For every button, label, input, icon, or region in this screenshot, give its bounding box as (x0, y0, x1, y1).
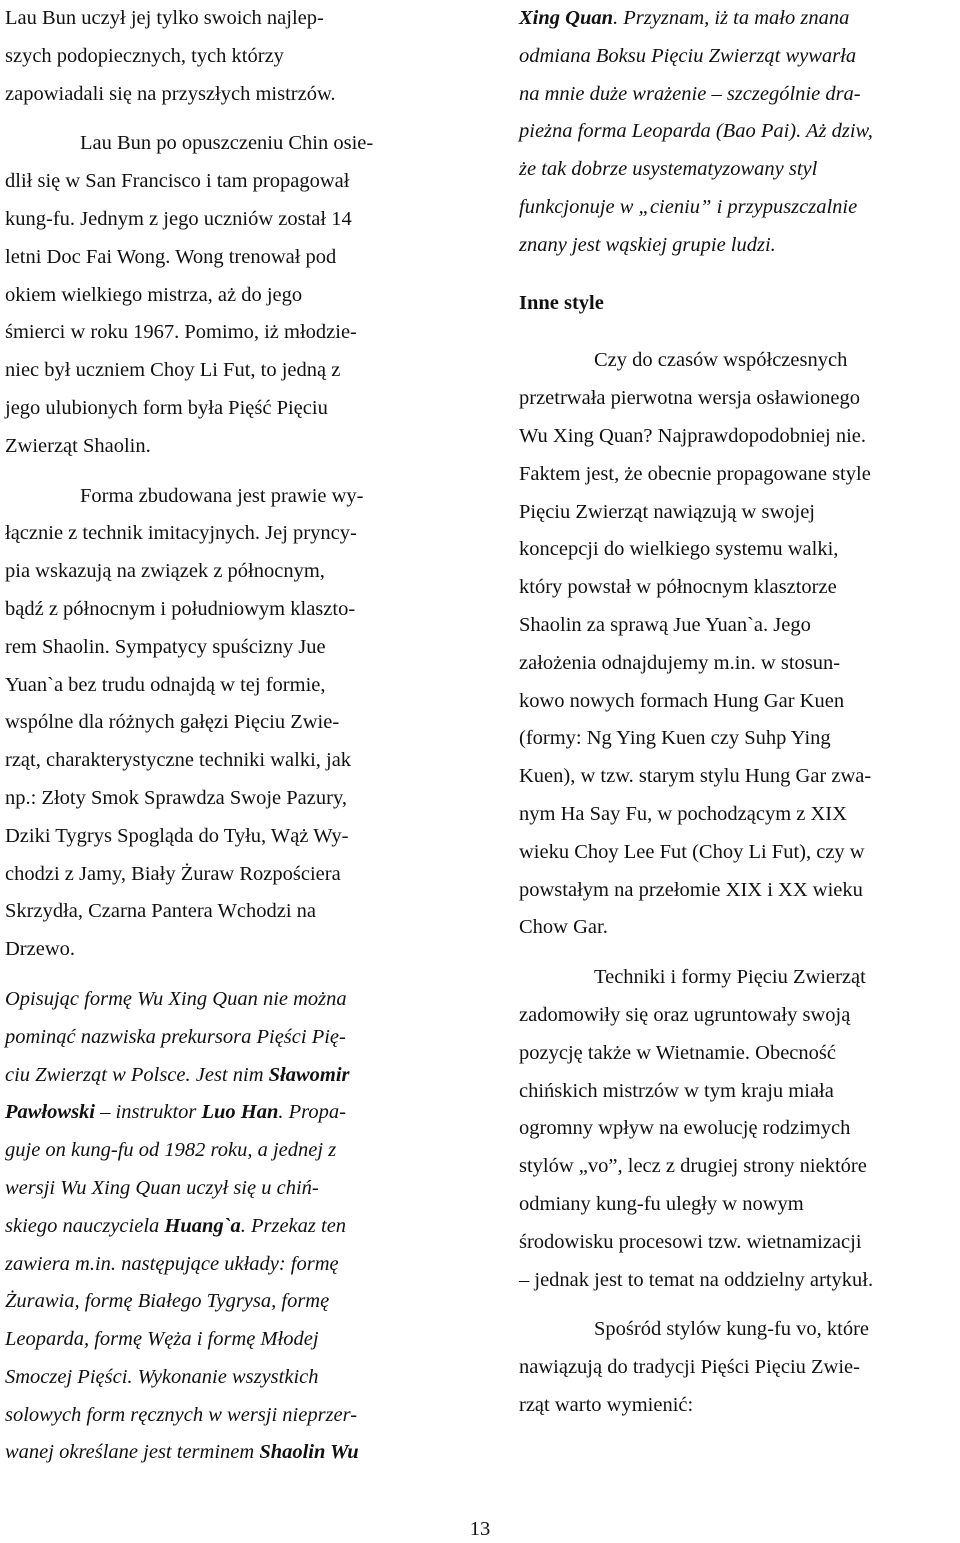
text-line: chińskich mistrzów w tym kraju miała (519, 1079, 834, 1102)
page-number: 13 (469, 1518, 491, 1540)
text-line: wspólne dla różnych gałęzi Pięciu Zwie- (5, 711, 340, 734)
text-line: Kuen), w tzw. starym stylu Hung Gar zwa- (519, 765, 872, 788)
term-bold: Xing Quan (519, 7, 614, 29)
text-line: odmiana Boksu Pięciu Zwierząt wywarła (519, 44, 857, 67)
text-line: śmierci w roku 1967. Pomimo, iż młodzie- (5, 321, 357, 344)
text-line: wieku Choy Lee Fut (Choy Li Fut), czy w (519, 840, 865, 863)
text-line: Skrzydła, Czarna Pantera Wchodzi na (5, 900, 316, 923)
text-line: Pawłowski – instruktor Luo Han. Propa- (5, 1101, 346, 1124)
text-line: okiem wielkiego mistrza, aż do jego (5, 283, 303, 306)
text-line: Yuan`a bez trudu odnajdą w tej formie, (5, 673, 326, 696)
text-line: kowo nowych formach Hung Gar Kuen (519, 689, 845, 712)
term-bold: Shaolin Wu (259, 1441, 359, 1464)
section-heading: Inne style (519, 291, 604, 314)
text-line: Drzewo. (5, 938, 76, 961)
text-line: Wu Xing Quan? Najprawdopodobniej nie. (519, 424, 867, 447)
text-line: dlił się w San Francisco i tam propagował (5, 170, 350, 193)
text-line: guje on kung-fu od 1982 roku, a jednej z (5, 1139, 337, 1162)
text-line: (formy: Ng Ying Kuen czy Suhp Ying (519, 727, 831, 750)
text-line: znany jest wąskiej grupie ludzi. (519, 233, 776, 256)
text-line: stylów „vo”, lecz z drugiej strony niektóre (519, 1155, 867, 1178)
text-line: wanej określane jest terminem Shaolin Wu (5, 1441, 359, 1464)
text-line: kung-fu. Jednym z jego uczniów został 14 (5, 207, 352, 230)
text-line: Opisując formę Wu Xing Quan nie można (5, 987, 347, 1010)
text-line: Smoczej Pięści. Wykonanie wszystkich (5, 1365, 319, 1388)
text-line: letni Doc Fai Wong. Wong trenował pod (5, 245, 337, 268)
text-line: Techniki i formy Pięciu Zwierząt (594, 966, 866, 989)
text-line: Czy do czasów współczesnych (594, 349, 848, 372)
text-line: chodzi z Jamy, Biały Żuraw Rozpościera (5, 862, 341, 885)
name-bold: Pawłowski (5, 1101, 95, 1124)
text-line: rząt warto wymienić: (519, 1393, 694, 1416)
text-line: Xing Quan. Przyznam, iż ta mało znana (519, 7, 850, 29)
text-line: ciu Zwierząt w Polsce. Jest nim Sławomir (5, 1063, 350, 1086)
text-line: funkcjonuje w „cieniu” i przypuszczalnie (519, 195, 858, 218)
text-line: na mnie duże wrażenie – szczególnie dra- (519, 82, 861, 105)
text-line: koncepcji do wielkiego systemu walki, (519, 538, 839, 561)
text-line: Chow Gar. (519, 916, 608, 939)
text-line: Lau Bun uczył jej tylko swoich najlep- (5, 7, 324, 29)
text-line: Lau Bun po opuszczeniu Chin osie- (80, 132, 374, 155)
text-line: odmiany kung-fu uległy w nowym (519, 1192, 804, 1215)
left-column (5, 0, 455, 1472)
right-column (519, 0, 959, 1425)
text-line: Leoparda, formę Węża i formę Młodej (5, 1328, 319, 1351)
text-line: powstałym na przełomie XIX i XX wieku (519, 878, 863, 901)
paragraph-author-opinion (519, 0, 959, 265)
text-line: rem Shaolin. Sympatycy spuścizny Jue (5, 635, 326, 658)
paragraph-polish-precursor (5, 981, 455, 1472)
paragraph-san-francisco (5, 125, 455, 465)
text-line: Zwierząt Shaolin. (5, 434, 151, 457)
text-line: ogromny wpływ na ewolucję rodzimych (519, 1117, 851, 1140)
text-line: zapowiadali się na przyszłych mistrzów. (5, 82, 336, 105)
name-bold: Huang`a (164, 1214, 241, 1237)
text-line: zadomowiły się oraz ugruntowały swoją (519, 1003, 851, 1026)
paragraph-modern-styles (519, 342, 959, 947)
text-line: szych podopiecznych, tych którzy (5, 44, 284, 67)
text-line: skiego nauczyciela Huang`a. Przekaz ten (5, 1214, 347, 1237)
text-line: środowisku procesowi tzw. wietnamizacji (519, 1230, 862, 1253)
text-line: Faktem jest, że obecnie propagowane style (519, 462, 871, 485)
text-line: nawiązują do tradycji Pięści Pięciu Zwie- (519, 1356, 860, 1379)
text-line: który powstał w północnym klasztorze (519, 576, 837, 599)
text-line: zawiera m.in. następujące układy: formę (5, 1252, 339, 1275)
text-line: – jednak jest to temat na oddzielny artykuł. (519, 1268, 874, 1291)
name-bold: Sławomir (268, 1063, 350, 1086)
text-line: że tak dobrze usystematyzowany styl (519, 158, 818, 181)
paragraph-vo-styles (519, 1311, 959, 1424)
text-line: Shaolin za sprawą Jue Yuan`a. Jego (519, 613, 811, 636)
text-line: np.: Złoty Smok Sprawdza Swoje Pazury, (5, 786, 348, 809)
text-line: rząt, charakterystyczne techniki walki, jak (5, 749, 352, 772)
text-line: Spośród stylów kung-fu vo, które (594, 1318, 870, 1341)
text-line: Żurawia, formę Białego Tygrysa, formę (5, 1290, 330, 1313)
text-line: jego ulubionych form była Pięść Pięciu (5, 396, 328, 419)
text-line: założenia odnajdujemy m.in. w stosun- (519, 651, 841, 674)
paragraph-form-structure (5, 478, 455, 969)
text-line: łącznie z technik imitacyjnych. Jej pryncy- (5, 522, 357, 545)
text-line: pominąć nazwiska prekursora Pięści Pię- (5, 1025, 346, 1048)
text-line: solowych form ręcznych w wersji nieprzer- (5, 1403, 358, 1426)
paragraph-vietnam (519, 959, 959, 1299)
text-line: niec był uczniem Choy Li Fut, to jedną z (5, 359, 341, 382)
text-line: pozycję także w Wietnamie. Obecność (519, 1041, 836, 1064)
text-line: pia wskazują na związek z północnym, (5, 560, 325, 583)
text-line: nym Ha Say Fu, w pochodzącym z XIX (519, 802, 847, 825)
text-line: wersji Wu Xing Quan uczył się u chiń- (5, 1176, 319, 1199)
text-line: Pięciu Zwierząt nawiązują w swojej (519, 500, 815, 523)
text-line: Forma zbudowana jest prawie wy- (80, 484, 364, 507)
text-line: przetrwała pierwotna wersja osławionego (519, 387, 860, 410)
name-bold: Luo Han (201, 1101, 279, 1124)
text-line: Dziki Tygrys Spogląda do Tyłu, Wąż Wy- (5, 824, 349, 847)
text-line: bądź z północnym i południowym klaszto- (5, 597, 356, 620)
text-line: pieżna forma Leoparda (Bao Pai). Aż dziw, (519, 120, 873, 143)
paragraph-lau-bun-students (5, 0, 455, 113)
